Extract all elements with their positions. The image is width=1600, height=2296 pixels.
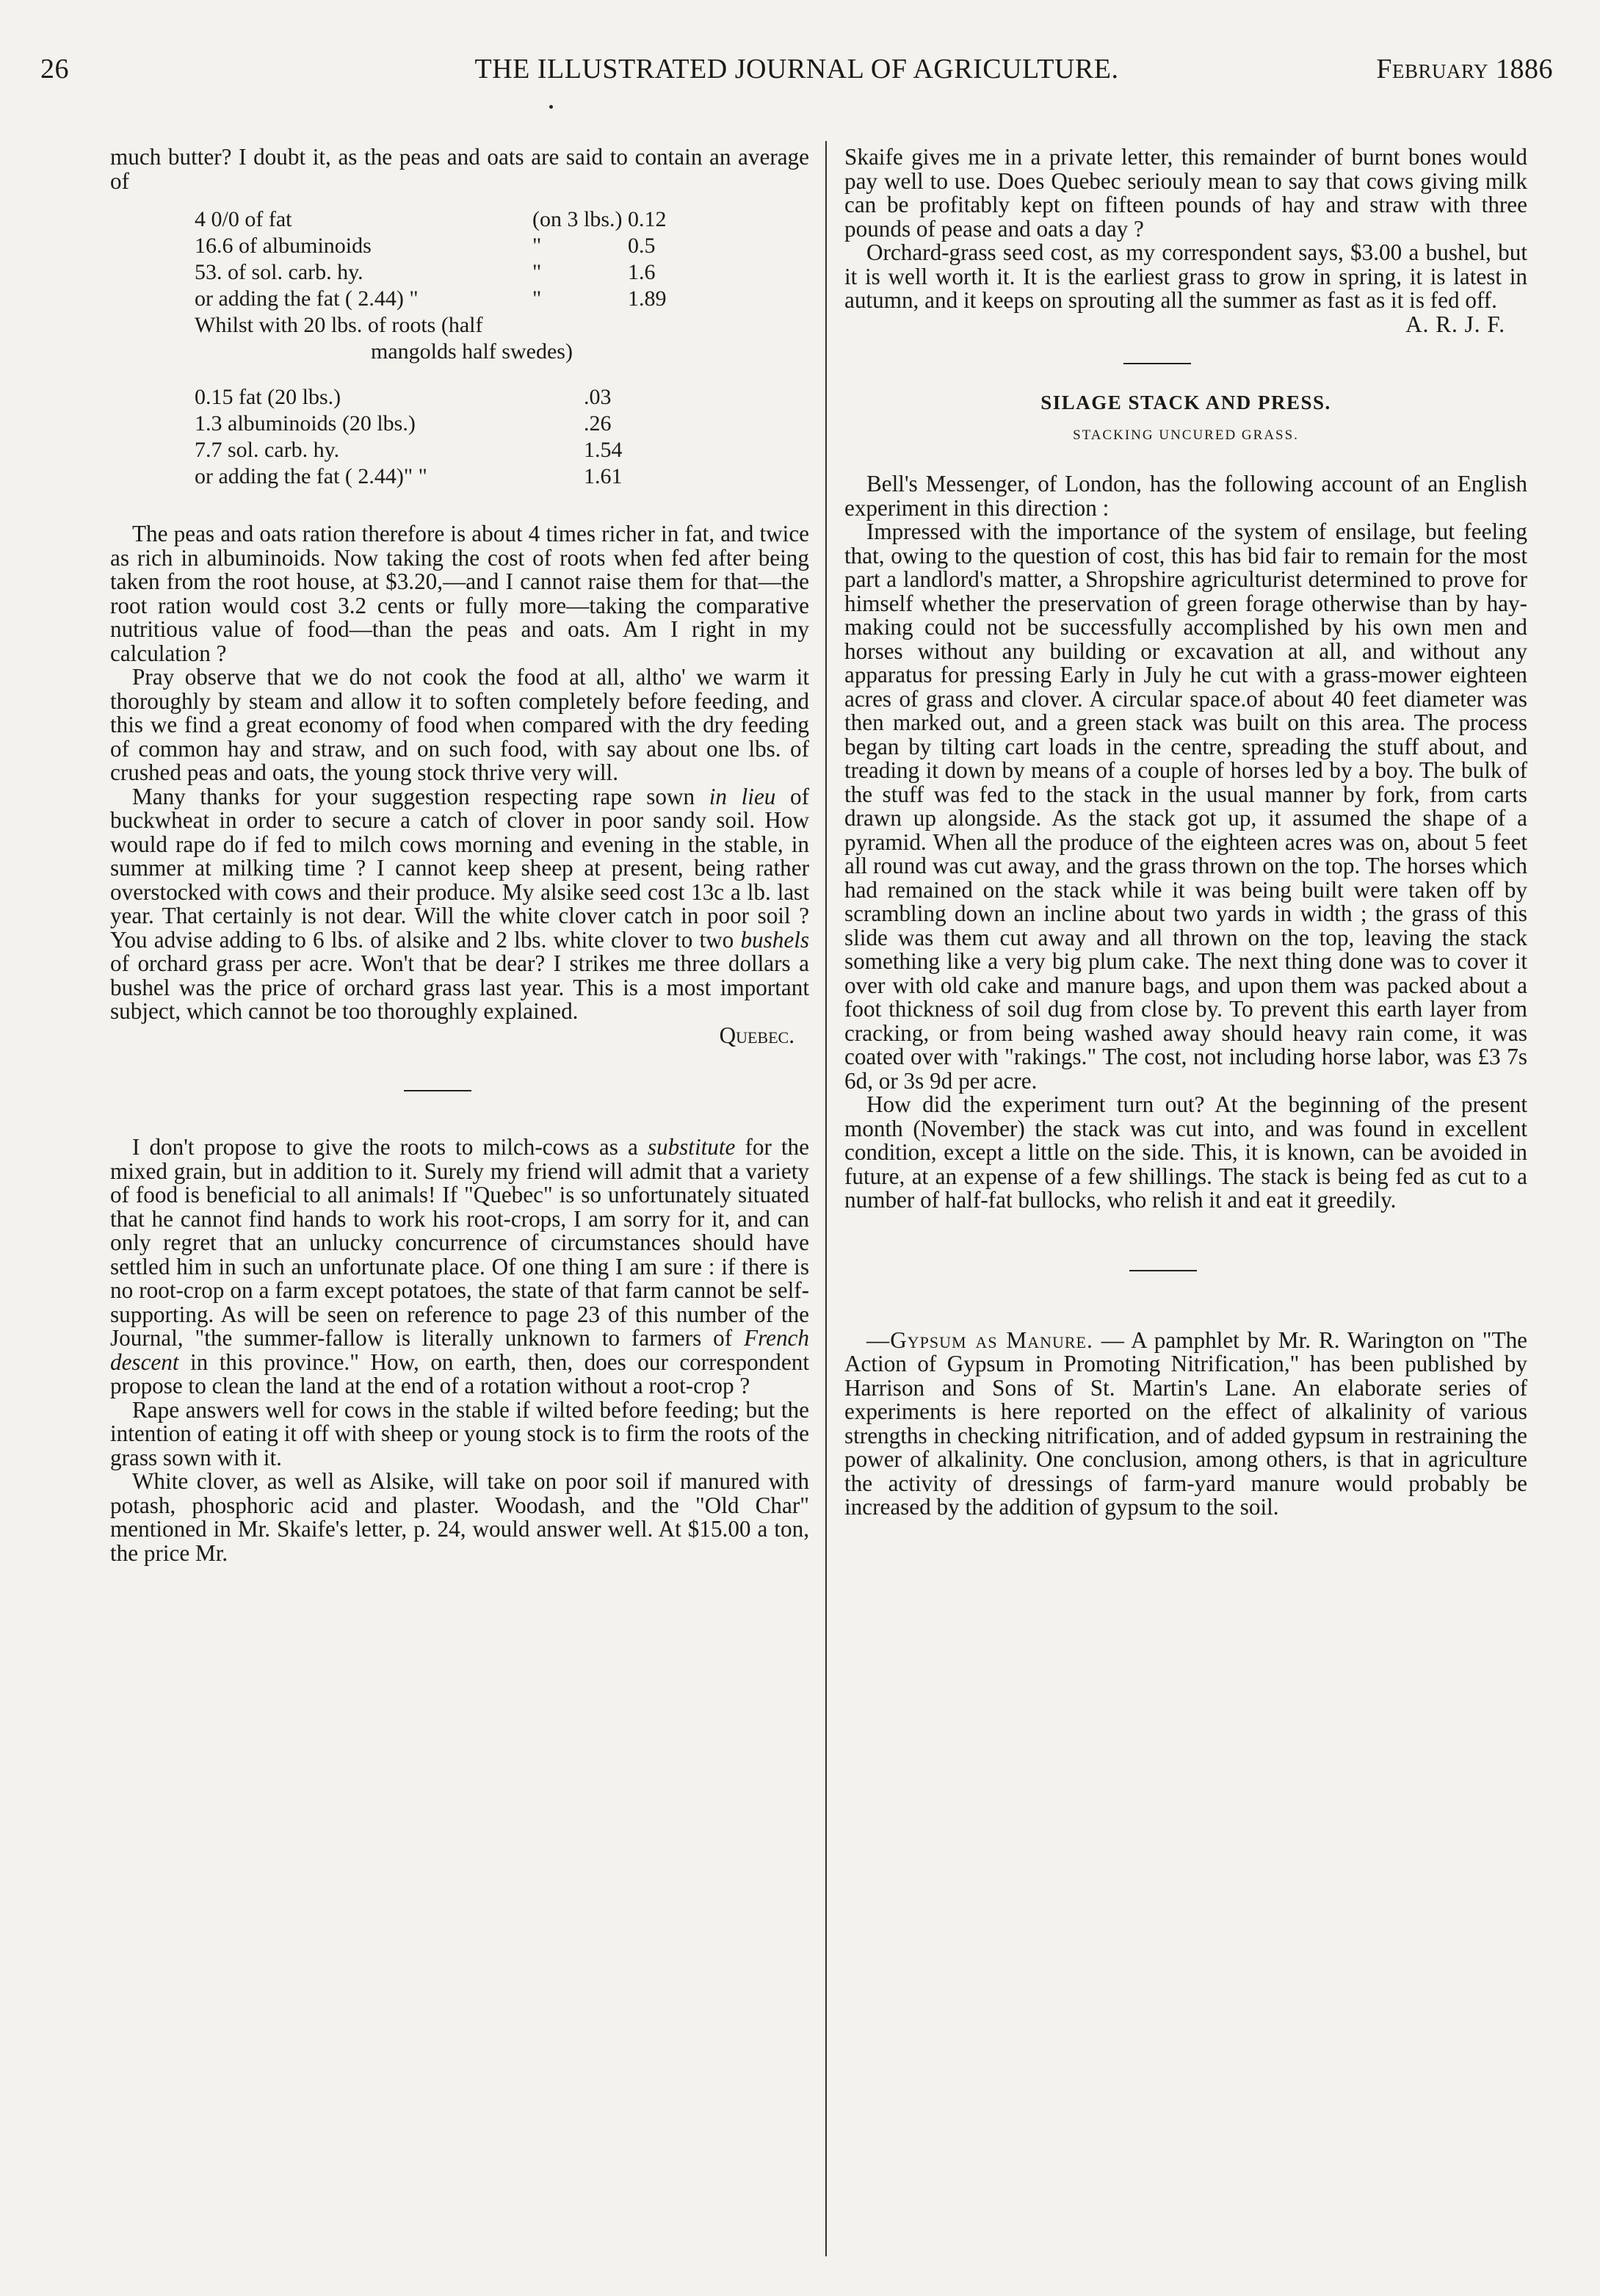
table-row <box>195 233 809 259</box>
item-title: —Gypsum as Manure. <box>866 1326 1093 1353</box>
body-paragraph: Impressed with the importance of the system of ensilage, but feeling that, owing to the question of cost, this has bid fair to remain for the most part a landlord's matter, a Shropshire agriculturist determined to prove for himself whether the preservation of green forage otherwise than by hay-making could not be successfully accomplished by his own men and horses without any building or excavation at all, and without any apparatus for pressing Early in July he cut with a grass-mower eighteen acres of grass and clover. A circular space.of about 40 feet diameter was then marked out, and a green stack was built on this area. The process began by tilting cart loads in the centre, spreading the stuff about, and treading it down by means of a couple of horses led by a boy. The bulk of the stuff was fed to the stack in the usual manner by fork, from carts drawn up alongside. As the stack got up, it assumed the shape of a pyramid. When all the produce of the eighteen acres was on, about 5 feet all round was cut away, and the grass thrown on the top. The horses which had remained on the stack while it was being built were taken off by scrambling down an incline about two yards in width ; the grass of this slide was them cut away and all thrown on the top, leaving the stack something like a very big plum cake. The next thing done was to cover it over with old cake and manure bags, and upon them was packed about a foot thickness of soil dug from close by. To prevent this earth layer from cracking, or from being washed away should heavy rain come, it was coated over with "rakings." The cost, not including horse labor, was £3 7s 6d, or 3s 9d per acre. <box>844 519 1527 1094</box>
table-cell: 0.5 <box>628 233 656 258</box>
issue-date: February 1886 <box>1376 54 1553 84</box>
table-row <box>195 463 809 490</box>
table-cell: 4 0/0 of fat <box>195 206 292 231</box>
section-rule <box>1123 363 1191 364</box>
table-cell: " <box>532 286 542 311</box>
table-cell: or adding the fat ( 2.44) " <box>195 286 419 311</box>
table-cell: .03 <box>584 384 612 409</box>
intro-paragraph: much butter? I doubt it, as the peas and oats are said to contain an average of <box>110 144 809 194</box>
body-paragraph: Bell's Messenger, of London, has the following account of an English experiment in this direction : <box>844 471 1527 521</box>
table-cell: " <box>532 259 542 284</box>
journal-title: THE ILLUSTRATED JOURNAL OF AGRICULTURE. <box>474 54 1119 84</box>
section-rule <box>404 1090 471 1091</box>
table-cell: " <box>532 233 542 258</box>
table-cell: 0.12 <box>628 206 667 231</box>
body-paragraph: Pray observe that we do not cook the food at all, altho' we warm it thoroughly by steam and allow it to soften completely before feeding, and this we find a great economy of food when compared with the dry feeding of common hay and straw, and on such food, with say about one lbs. of crushed peas and oats, the young stock thrive very will. <box>110 664 809 785</box>
table-row <box>195 259 809 286</box>
table-row <box>195 206 809 233</box>
table-cell: 1.61 <box>584 463 623 488</box>
table-cell: 0.15 fat (20 lbs.) <box>195 384 341 409</box>
table-cell: 1.89 <box>628 286 667 311</box>
left-column <box>110 145 809 1565</box>
page-number: 26 <box>40 54 69 84</box>
body-paragraph: Rape answers well for cows in the stable if wilted before feeding; but the intention of eating it off with sheep or young stock is to firm the roots of the grass sown with it. <box>110 1396 809 1470</box>
body-paragraph: White clover, as well as Alsike, will take on poor soil if manured with potash, phosphoric acid and plaster. Woodash, and the "Old Char" mentioned in Mr. Skaife's letter, p. 24, would answer well. At $15.00 a ton, the price Mr. <box>110 1468 809 1566</box>
article-subheading: STACKING UNCURED GRASS. <box>1073 427 1299 443</box>
header-ornament-dot <box>549 105 553 109</box>
editor-signature: A. R. J. F. <box>1405 311 1505 337</box>
table-row <box>195 384 809 411</box>
nutrient-table-roots <box>195 384 809 490</box>
nutrient-table-grain <box>195 206 809 365</box>
article-heading: SILAGE STACK AND PRESS. <box>1040 391 1331 414</box>
page-header <box>40 46 1553 93</box>
table-cell: (on 3 lbs.) <box>532 206 623 231</box>
body-paragraph: I don't propose to give the roots to milch-cows as a substitute for the mixed grain, but in addition to it. Surely my friend will admit that a variety of food is beneficial to all animals! If "Quebec" is so unfortunately situated that he cannot find hands to work his root-crops, I am sorry for it, and can only regret that an unlucky concurrence of circumstances should have settled him in such an unfortunate place. Of one thing I am sure : if there is no root-crop on a farm except potatoes, the state of that farm cannot be self-supporting. As will be seen on reference to page 23 of this number of the Journal, "the summer-fallow is literally unknown to farmers of French descent in this province." How, on earth, then, does our correspondent propose to clean the land at the end of a rotation without a root-crop ? <box>110 1134 809 1398</box>
table-cell: 1.54 <box>584 437 623 462</box>
section-rule <box>1129 1270 1197 1271</box>
table-cell: 7.7 sol. carb. hy. <box>195 437 340 462</box>
table-cell: 1.6 <box>628 259 656 284</box>
table-row <box>195 411 809 437</box>
table-cell: 53. of sol. carb. hy. <box>195 259 363 284</box>
body-paragraph: —Gypsum as Manure. — A pamphlet by Mr. R. Warington on "The Action of Gypsum in Promoting Nitrification," has been published by Harrison and Sons of St. Martin's Lane. An elaborate series of experiments is here reported on the effect of alkalinity of various strengths in checking nitrification, and of added gypsum in restraining the power of alkalinity. One conclusion, among others, is that in agriculture the activity of dressings of farm-yard manure would probably be increased by the addition of gypsum to the soil. <box>844 1326 1528 1520</box>
table-cell: .26 <box>584 411 612 436</box>
table-row <box>195 286 809 312</box>
body-paragraph: The peas and oats ration therefore is about 4 times richer in fat, and twice as rich in albuminoids. Now taking the cost of roots when fed after being taken from the root house, at $3.20,—and I cannot raise them for that—the root ration would cost 3.2 cents or fully more—taking the comparative nutritious value of food—than the peas and oats. Am I right in my calculation ? <box>110 521 809 666</box>
table-note: mangolds half swedes) <box>371 339 573 364</box>
body-paragraph: Skaife gives me in a private letter, this remainder of burnt bones would pay well to use. Does Quebec seriouly mean to say that cows giving milk can be profitably kept on fifteen pounds of hay and straw with three pounds of pease and oats a day ? <box>844 144 1527 242</box>
table-cell: 1.3 albuminoids (20 lbs.) <box>195 411 416 436</box>
column-divider <box>825 141 827 2256</box>
table-row <box>195 437 809 463</box>
body-paragraph: Orchard-grass seed cost, as my correspondent says, $3.00 a bushel, but it is well worth it. It is the earliest grass to grow in spring, it is latest in autumn, and it keeps on sprouting all the summer as fast as it is fed off. <box>844 239 1527 313</box>
table-cell: or adding the fat ( 2.44)" " <box>195 463 427 488</box>
table-note: Whilst with 20 lbs. of roots (half <box>195 312 483 337</box>
right-column <box>844 145 1527 1520</box>
body-paragraph: Many thanks for your suggestion respecting rape sown in lieu of buckwheat in order to secure a catch of clover in poor sandy soil. How would rape do if fed to milch cows morning and evening in the stable, in summer at milking time ? I cannot keep sheep at present, being rather overstocked with cows and their produce. My alsike seed cost 13c a lb. last year. That certainly is not dear. Will the white clover catch in poor soil ? You advise adding to 6 lbs. of alsike and 2 lbs. white clover to two bushels of orchard grass per acre. Won't that be dear? I strikes me three dollars a bushel was the price of orchard grass last year. This is a most important subject, which cannot be too thoroughly explained. <box>110 783 810 1024</box>
letter-signature: Quebec. <box>719 1022 794 1048</box>
body-paragraph: How did the experiment turn out? At the beginning of the present month (November) the stack was cut into, and was found in excellent condition, except a little on the side. This, it is known, can be avoided in future, at an expense of a few shillings. The stack is being fed as cut to a number of half-fat bullocks, who relish it and eat it greedily. <box>844 1091 1527 1213</box>
table-cell: 16.6 of albuminoids <box>195 233 372 258</box>
